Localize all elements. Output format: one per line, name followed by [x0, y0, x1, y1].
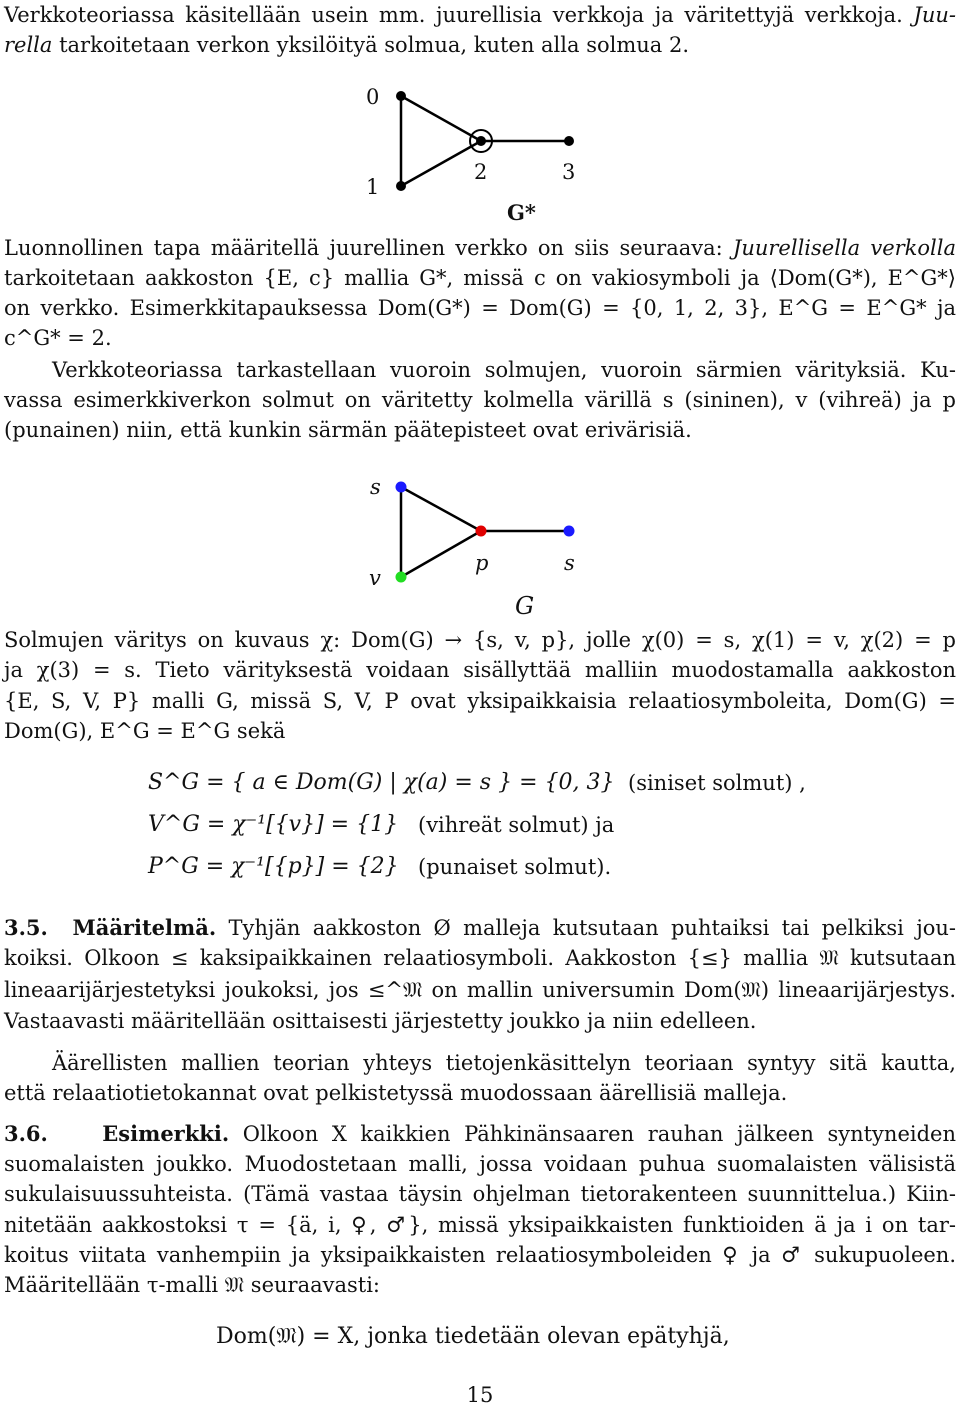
para2-line-1: Verkkoteoriassa tarkastellaan vuoroin solmujen, vuoroin särmien värityksiä. Ku-: [52, 358, 956, 382]
equation-p-note: (punaiset solmut).: [418, 855, 612, 879]
label-s-top: s: [370, 475, 381, 499]
intro-line-1: Verkkoteoriassa käsitellään usein mm. juurellisia verkkoja ja väritettyjä verkkoja. Juu-: [4, 3, 956, 27]
para4-line-1: Äärellisten mallien teorian yhteys tietojenkäsittelyn teoriaan syntyy sitä kautta,: [52, 1051, 956, 1075]
para2-line-2: vassa esimerkkiverkon solmut on väritetty kolmella värillä s (sininen), v (vihreä) ja p: [4, 388, 956, 412]
para1-line-2: tarkoitetaan aakkoston {E, c} mallia G*, missä c on vakiosymboli ja ⟨Dom(G*), E^G*⟩: [4, 266, 956, 290]
label-node-2: 2: [474, 160, 488, 184]
ex36-line-2: suomalaisten joukko. Muodostetaan malli, jossa voidaan puhua suomalaisten välisistä: [4, 1152, 956, 1176]
label-p: p: [475, 551, 489, 575]
label-node-1: 1: [366, 175, 380, 199]
graph-caption-g: G: [515, 592, 535, 620]
para3-line-4: Dom(G), E^G = E^G sekä: [4, 719, 286, 743]
label-node-3: 3: [562, 160, 576, 184]
node-red-2: [476, 526, 487, 537]
para1-line-3: on verkko. Esimerkkitapauksessa Dom(G*) = Dom(G) = {0, 1, 2, 3}, E^G = E^G* ja: [4, 296, 956, 320]
para3-line-1: Solmujen väritys on kuvaus χ: Dom(G) → {s, v, p}, jolle χ(0) = s, χ(1) = v, χ(2) = p: [4, 628, 956, 652]
ex36-line-6: Määritellään τ-malli 𝔐 seuraavasti:: [4, 1273, 381, 1297]
para4-line-2: että relaatiotietokannat ovat pelkistetyssä muodossaan äärellisiä malleja.: [4, 1081, 788, 1105]
edge-s-p: [401, 487, 481, 531]
label-node-0: 0: [366, 85, 380, 109]
para3-line-2: ja χ(3) = s. Tieto värityksestä voidaan sisällyttää malliin muodostamalla aakkoston: [4, 658, 956, 682]
ex36-line-5: koitus viitata vanhempiin ja yksipaikkaisten relaatiosymboleiden ♀ ja ♂ sukupuoleen.: [4, 1243, 956, 1267]
equation-s: S^G = { a ∈ Dom(G) | χ(a) = s } = {0, 3}: [148, 770, 615, 795]
ex36-line-3: sukulaisuussuhteista. (Tämä vastaa täysin ohjelman tietorakenteen suunnittelua.) Kiin-: [4, 1182, 956, 1206]
equation-p: P^G = χ⁻¹[{p}] = {2}: [148, 854, 399, 879]
para3-line-3: {E, S, V, P} malli G, missä S, V, P ovat yksipaikkaisia relaatiosymboleita, Dom(G) =: [4, 689, 956, 713]
final-equation: Dom(𝔐) = X, jonka tiedetään olevan epätyhjä,: [216, 1324, 730, 1349]
equation-v: V^G = χ⁻¹[{v}] = {1}: [148, 812, 399, 837]
def35-line-4: Vastaavasti määritellään osittaisesti järjestetty joukko ja niin edelleen.: [4, 1009, 757, 1033]
intro-line-2: rella tarkoitetaan verkon yksilöityä solmua, kuten alla solmua 2.: [4, 33, 689, 57]
label-s-right: s: [564, 551, 575, 575]
node-blue-3: [564, 526, 575, 537]
def35-line-1: 3.5. Määritelmä. Tyhjän aakkoston Ø malleja kutsutaan puhtaiksi tai pelkiksi jou-: [4, 915, 956, 940]
def35-line-3: lineaarijärjestetyksi joukoksi, jos ≤^𝔐 on mallin universumin Dom(𝔐) lineaarijärjestys.: [4, 978, 956, 1002]
label-v: v: [369, 566, 381, 590]
ex36-line-4: nitetään aakkostoksi τ = {ä, i, ♀, ♂}, missä yksipaikkaisten funktioiden ä ja i on tar-: [4, 1213, 956, 1237]
node-blue-0: [396, 482, 407, 493]
def35-line-2: koiksi. Olkoon ≤ kaksipaikkainen relaatiosymboli. Aakkoston {≤} mallia 𝔐 kutsutaan: [4, 946, 956, 970]
para2-line-3: (punainen) niin, että kunkin särmän päätepisteet ovat erivärisiä.: [4, 418, 692, 442]
para1-line-4: c^G* = 2.: [4, 326, 112, 350]
edge-v-p: [401, 531, 481, 577]
equation-s-note: (siniset solmut) ,: [628, 771, 806, 795]
page-number: 15: [466, 1383, 494, 1407]
para1-line-1: Luonnollinen tapa määritellä juurellinen verkko on siis seuraava: Juurellisella verkolla: [4, 236, 957, 260]
node-green-1: [396, 572, 407, 583]
equation-v-note: (vihreät solmut) ja: [418, 813, 615, 837]
graph-caption-g-star: G*: [507, 200, 536, 225]
ex36-line-1: 3.6. Esimerkki. Olkoon X kaikkien Pähkinänsaaren rauhan jälkeen syntyneiden: [4, 1121, 956, 1146]
